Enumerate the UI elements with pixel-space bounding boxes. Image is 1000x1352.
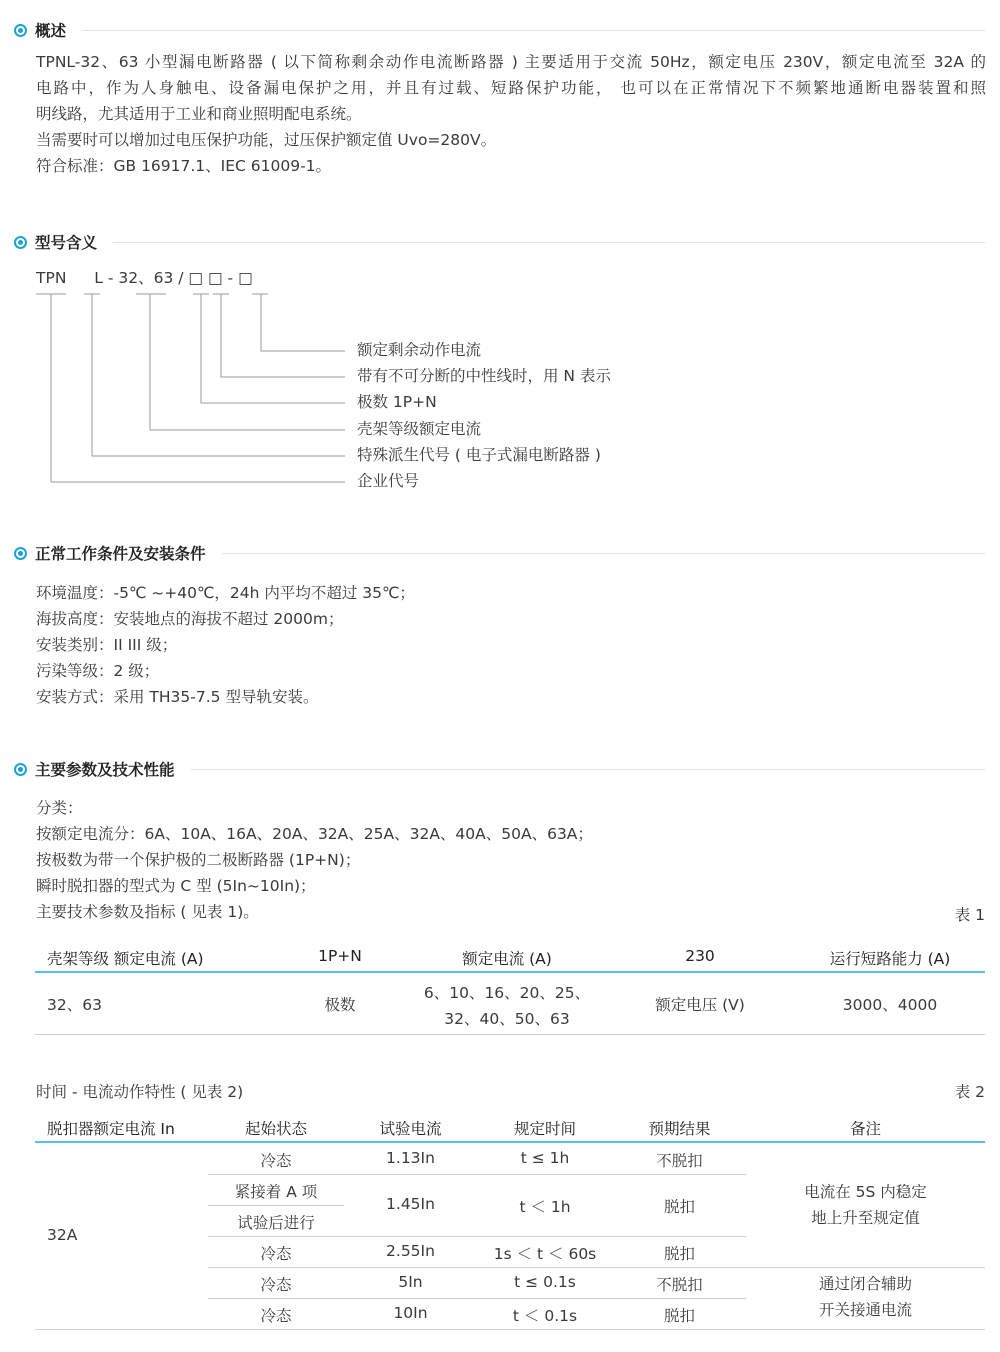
table-cell: 1.13In — [386, 1149, 435, 1167]
table-cell: 1.45In — [386, 1195, 435, 1213]
section-title: 概述 — [35, 22, 67, 40]
table-bottom-rule — [35, 1329, 985, 1330]
note-line: 电流在 5S 内稳定 — [804, 1183, 927, 1201]
row-divider — [208, 1205, 344, 1206]
table-cell: 试验后进行 — [237, 1214, 315, 1232]
table1-label: 表 1 — [954, 906, 985, 924]
table-cell: 冷态 — [260, 1245, 292, 1263]
divider — [222, 553, 985, 554]
row-divider — [208, 1298, 746, 1299]
note-line: 通过闭合辅助 — [818, 1275, 912, 1293]
table-cell: 额定电压 (V) — [655, 996, 745, 1014]
legend-item: 壳架等级额定电流 — [357, 420, 482, 438]
text-line: 污染等级：2 级； — [36, 662, 160, 680]
note-line: 开关接通电流 — [818, 1301, 912, 1319]
table-header-cell: 230 — [685, 947, 715, 965]
legend-item: 企业代号 — [357, 472, 420, 490]
table-cell-rated: 32A — [47, 1226, 78, 1244]
text-line: 按额定电流分：6A、10A、16A、20A、32A、25A、32A、40A、50A、63A； — [36, 825, 593, 843]
text-line: 按极数为带一个保护极的二极断路器 (1P+N)； — [36, 851, 361, 869]
model-code-company: TPN — [36, 269, 67, 287]
row-divider — [208, 1174, 746, 1175]
model-code-rest: L - 32、63 / □ □ - □ — [94, 269, 253, 287]
text-line: 安装类别：II III 级； — [36, 636, 178, 654]
text-line: 瞬时脱扣器的型式为 C 型 (5In~10In)； — [36, 877, 316, 895]
table-cell: 冷态 — [260, 1276, 292, 1294]
legend-item: 极数 1P+N — [357, 393, 437, 411]
row-divider — [208, 1236, 746, 1237]
table-header-cell: 壳架等级 额定电流 (A) — [47, 950, 204, 968]
table-cell: 1s ＜ t ＜ 60s — [493, 1245, 597, 1263]
table-2 — [35, 1113, 985, 1330]
table-cell: t ≤ 1h — [520, 1149, 570, 1167]
section-title: 主要参数及技术性能 — [35, 761, 175, 779]
text-line: 海拔高度：安装地点的海拔不超过 2000m； — [36, 610, 344, 628]
text-line: 电路中，作为人身触电、设备漏电保护之用，并且有过载、短路保护功能， 也可以在正常情况下不频繁地通断电器装置和照 — [36, 79, 986, 97]
table-header-cell: 规定时间 — [513, 1120, 576, 1138]
target-bullet-icon — [14, 547, 27, 560]
note-line: 地上升至规定值 — [811, 1209, 920, 1227]
table-header-cell: 额定电流 (A) — [462, 950, 552, 968]
section-title: 正常工作条件及安装条件 — [35, 545, 206, 563]
table-cell: 5In — [398, 1273, 423, 1291]
table2-caption: 时间 - 电流动作特性 ( 见表 2) — [36, 1083, 244, 1101]
divider — [191, 769, 985, 770]
table-header-cell: 脱扣器额定电流 In — [47, 1120, 175, 1138]
text-line: 主要技术参数及指标 ( 见表 1)。 — [36, 903, 259, 921]
table-cell: 32、63 — [47, 996, 102, 1014]
table-cell-line: 32、40、50、63 — [444, 1010, 570, 1028]
table-cell: 不脱扣 — [656, 1152, 703, 1170]
table-cell: 极数 — [324, 996, 356, 1014]
table-cell-note — [746, 1271, 985, 1323]
legend-item: 额定剩余动作电流 — [357, 341, 482, 359]
section-header-params — [14, 757, 985, 781]
table-cell: 2.55In — [386, 1242, 435, 1260]
row-divider — [208, 1267, 985, 1268]
table-cell: 脱扣 — [663, 1245, 695, 1263]
table-header-cell: 预期结果 — [648, 1120, 711, 1138]
table-1-grid — [35, 943, 985, 1035]
table-cell-line: 6、10、16、20、25、 — [423, 984, 591, 1002]
text-line: 当需要时可以增加过电压保护功能，过压保护额定值 Uvo=280V。 — [36, 131, 497, 149]
table-header-cell: 1P+N — [318, 947, 362, 965]
table-cell: 紧接着 A 项 — [234, 1183, 318, 1201]
target-bullet-icon — [14, 763, 27, 776]
text-line: 明线路，尤其适用于工业和商业照明配电系统。 — [36, 105, 362, 123]
table-cell-note — [746, 1179, 985, 1231]
table-cell — [417, 980, 597, 1032]
table-cell: t ＜ 0.1s — [512, 1307, 578, 1325]
model-diagram-lines — [0, 0, 1000, 500]
text-line: 符合标准：GB 16917.1、IEC 61009-1。 — [36, 157, 332, 175]
table-header-cell: 起始状态 — [244, 1120, 307, 1138]
table-cell: t ＜ 1h — [519, 1198, 571, 1216]
text-line: 分类： — [36, 799, 83, 817]
table-header-cell: 试验电流 — [379, 1120, 442, 1138]
text-line: 环境温度：-5℃ ~+40℃，24h 内平均不超过 35℃； — [36, 584, 415, 602]
table-cell: 不脱扣 — [656, 1276, 703, 1294]
table-header-cell: 备注 — [849, 1120, 881, 1138]
text-line: 安装方式：采用 TH35-7.5 型导轨安装。 — [36, 688, 319, 706]
table-header-cell: 运行短路能力 (A) — [829, 950, 951, 968]
table-cell: t ≤ 0.1s — [514, 1273, 576, 1291]
text-line: TPNL-32、63 小型漏电断路器 ( 以下简称剩余动作电流断路器 ) 主要适用于交流 50Hz，额定电压 230V，额定电流至 32A 的 — [36, 53, 986, 71]
table-cell: 3000、4000 — [842, 996, 938, 1014]
params-paragraph — [36, 795, 593, 925]
table-cell: 10In — [393, 1304, 428, 1322]
legend-item: 带有不可分断的中性线时，用 N 表示 — [357, 367, 611, 385]
legend-item: 特殊派生代号 ( 电子式漏电断路器 ) — [357, 446, 601, 464]
conditions-paragraph — [36, 580, 415, 710]
table-cell: 冷态 — [260, 1307, 292, 1325]
section-header-conditions — [14, 541, 985, 565]
table-cell: 脱扣 — [663, 1307, 695, 1325]
table-cell: 冷态 — [260, 1152, 292, 1170]
table2-label: 表 2 — [954, 1083, 985, 1101]
section-title: 型号含义 — [35, 234, 98, 252]
table-cell: 脱扣 — [663, 1198, 695, 1216]
